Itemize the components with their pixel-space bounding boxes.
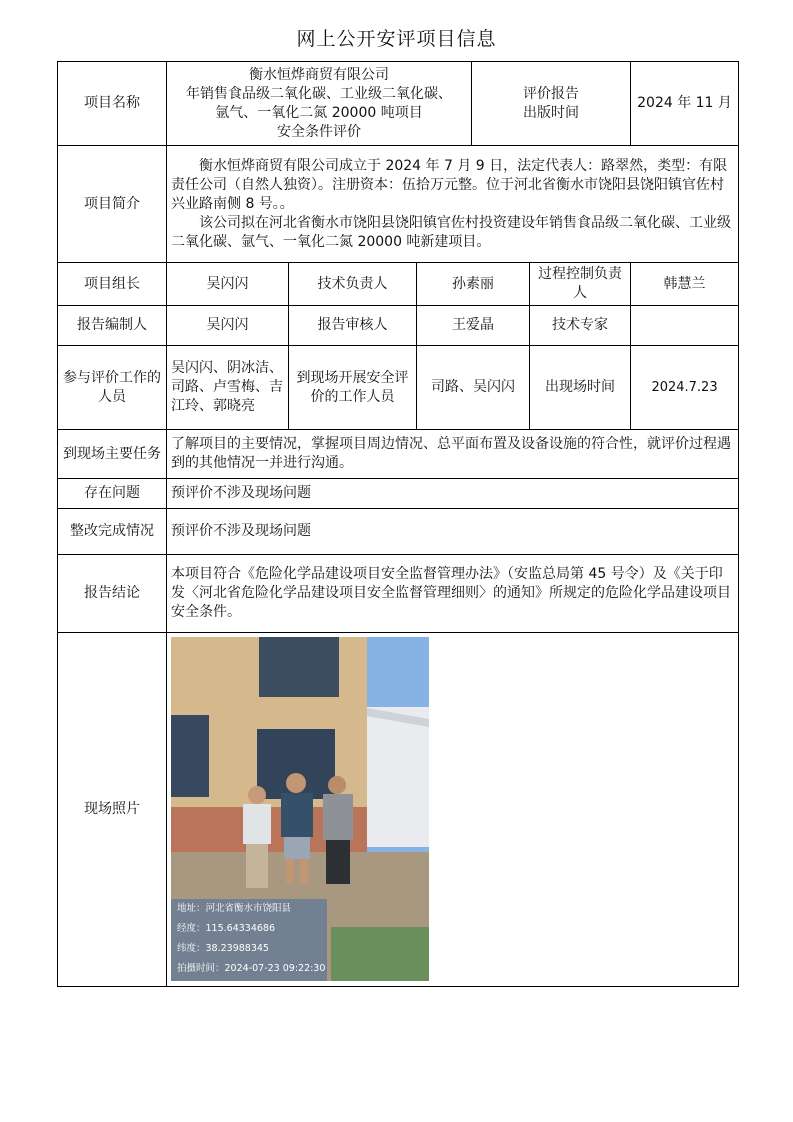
onsite-members: 司路、吴闪闪 [417,346,530,430]
report-time-label [472,62,631,146]
author-label: 报告编制人 [58,306,167,346]
report-time: 2024 年 11 月 [631,62,739,146]
issues-label: 存在问题 [58,479,167,509]
photo-latitude: 纬度：38.23988345 [177,943,269,954]
participants-label: 参与评价工作的人员 [58,346,167,430]
white-shed [361,707,429,847]
intro-paragraph: 该公司拟在河北省衡水市饶阳县饶阳镇官佐村投资建设年销售食品级二氧化碳、工业级二氧化碳、氩气、一氧化二氮 20000 吨新建项目。 [171,214,731,250]
photo-label: 现场照片 [58,633,167,987]
reviewer-value: 王爱晶 [417,306,530,346]
conclusion-label: 报告结论 [58,555,167,633]
grass [331,927,429,981]
report-time-label-line: 评价报告 [523,85,580,102]
issues-text: 预评价不涉及现场问题 [167,479,739,509]
task-text: 了解项目的主要情况，掌握项目周边情况、总平面布置及设备设施的符合性，就评价过程遇到的其他情况一并进行沟通。 [167,430,739,479]
onsite-time-label: 出现场时间 [530,346,631,430]
project-name-line: 氩气、一氧化二氮 20000 吨项目 [215,104,423,121]
expert-label: 技术专家 [530,306,631,346]
tech-lead-label: 技术负责人 [289,263,417,306]
left-window [171,715,209,797]
leader-value: 吴闪闪 [167,263,289,306]
upper-window [259,637,339,697]
project-name-line: 安全条件评价 [277,123,362,140]
intro-label: 项目简介 [58,146,167,263]
site-photo [171,637,429,981]
participants-members: 吴闪闪、阴冰洁、司路、卢雪梅、吉江玲、郭晓亮 [167,346,289,430]
project-name-line: 年销售食品级二氧化碳、工业级二氧化碳、 [186,85,453,102]
report-time-label-line: 出版时间 [523,104,580,121]
document-title: 网上公开安评项目信息 [296,28,497,50]
leader-label: 项目组长 [58,263,167,306]
intro-text [167,146,739,263]
photo-timestamp: 拍摄时间：2024-07-23 09:22:30 [177,963,326,974]
expert-value [631,306,739,346]
info-table [57,61,739,987]
photo-geo-overlay [171,899,327,981]
photo-longitude: 经度：115.64334686 [177,923,276,934]
author-value: 吴闪闪 [167,306,289,346]
conclusion-text: 本项目符合《危险化学品建设项目安全监督管理办法》（安监总局第 45 号令）及《关于印发〈河北省危险化学品建设项目安全监督管理细则〉的通知》所规定的危险化学品建设项目安全条件。 [167,555,739,633]
tech-lead-value: 孙素丽 [417,263,530,306]
intro-paragraph: 衡水恒烨商贸有限公司成立于 2024 年 7 月 9 日，法定代表人：路翠然，类型：有限责任公司（自然人独资）。注册资本：伍拾万元整。位于河北省衡水市饶阳县饶阳镇官佐村兴业路南侧 8 号。。 [171,157,728,212]
project-name-line: 衡水恒烨商贸有限公司 [249,66,390,83]
onsite-label: 到现场开展安全评价的工作人员 [289,346,417,430]
process-lead-label: 过程控制负责人 [530,263,631,306]
reviewer-label: 报告审核人 [289,306,417,346]
rectification-text: 预评价不涉及现场问题 [167,509,739,555]
project-name [167,62,472,146]
project-name-label: 项目名称 [58,62,167,146]
onsite-time: 2024.7.23 [631,346,739,430]
photo-address: 地址：河北省衡水市饶阳县 [177,903,292,914]
photo-cell [167,633,739,987]
rectification-label: 整改完成情况 [58,509,167,555]
task-label: 到现场主要任务 [58,430,167,479]
process-lead-value: 韩慧兰 [631,263,739,306]
